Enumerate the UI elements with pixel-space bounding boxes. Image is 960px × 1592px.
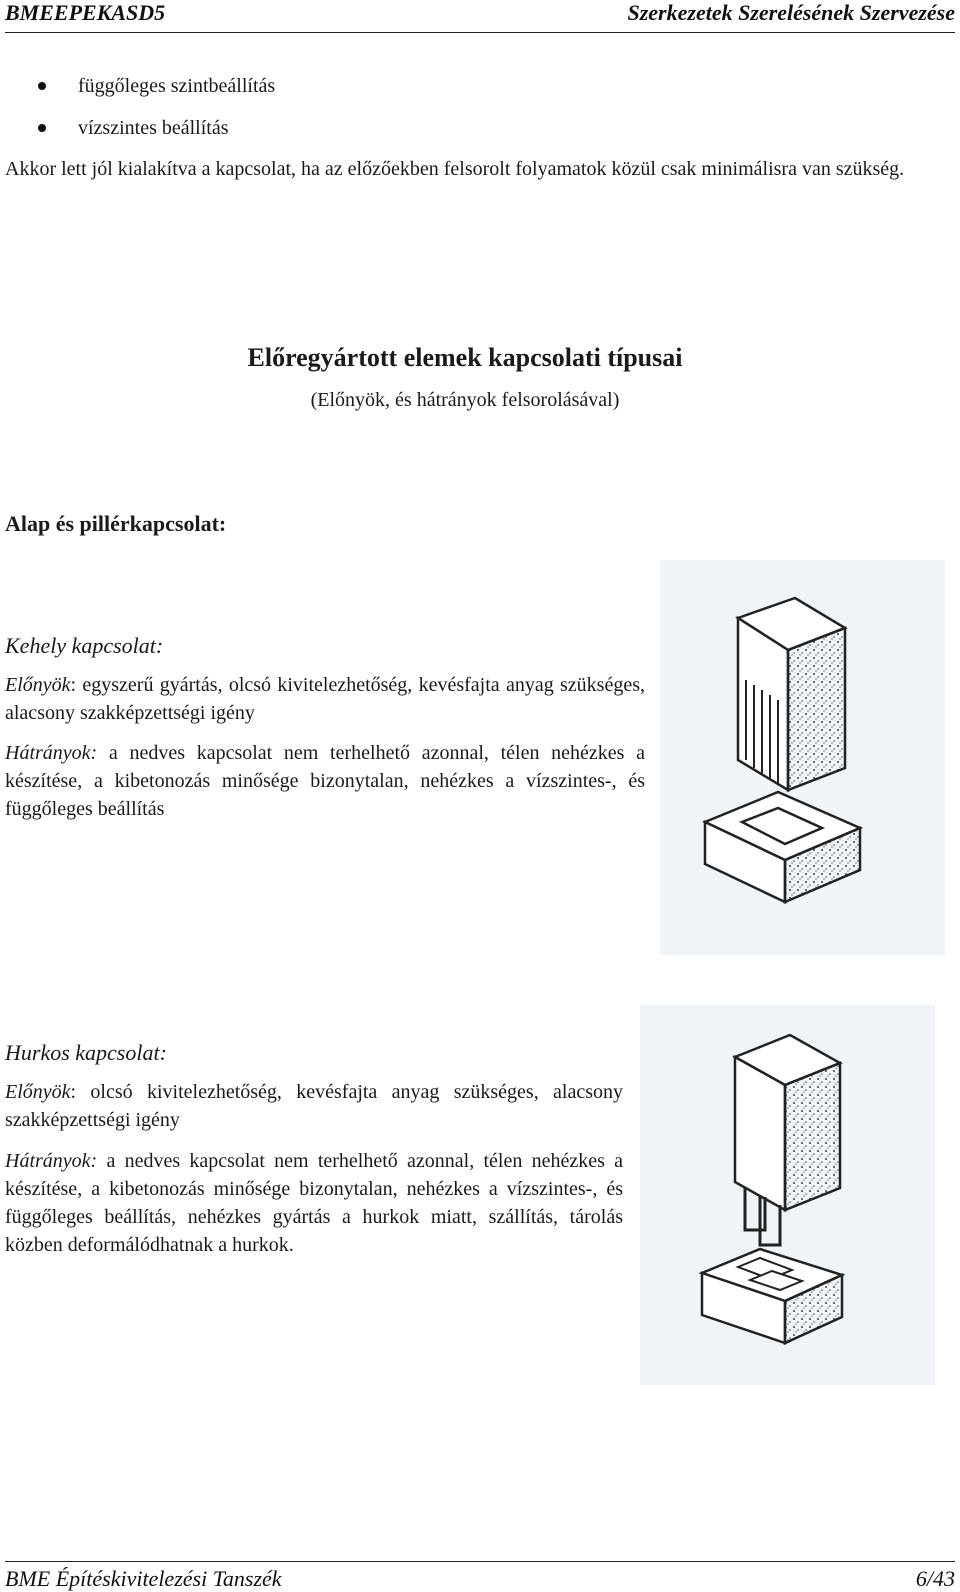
page-title: Előregyártott elemek kapcsolati típusai [247, 343, 683, 372]
course-code: BMEEPEKASD5 [5, 0, 166, 25]
bullet-list [0, 72, 930, 156]
page-number: 6/43 [915, 1566, 955, 1591]
bullet-icon [38, 124, 46, 132]
pros-label: Előnyök [5, 1081, 71, 1103]
hurkos-pros [5, 1078, 623, 1134]
document-title: Szerkezetek Szerelésének Szervezése [627, 0, 955, 25]
bullet-icon [38, 82, 46, 90]
kehely-pros [5, 671, 645, 727]
section-heading: Alap és pillérkapcsolat: [5, 511, 227, 536]
loop-connection-figure [640, 1005, 935, 1385]
cons-label: Hátrányok: [5, 742, 98, 764]
cons-text: a nedves kapcsolat nem terhelhető azonnal, télen nehézkes a készítése, a kibetonozás minősége bizonytalan, nehézkes a vízszintes-, és függőleges beállítás, nehézkes gyártás a hurkok miatt, szállítás, tárolás közben deformálódhatnak a hurkok. [5, 1150, 623, 1256]
hurkos-cons [5, 1147, 623, 1259]
kehely-cons [5, 739, 645, 823]
department-name: BME Építéskivitelezési Tanszék [5, 1566, 282, 1591]
socket-connection-figure [660, 560, 945, 955]
pros-text: : egyszerű gyártás, olcsó kivitelezhetőség, kevésfajta anyag szükséges, alacsony szakképzettségi igény [5, 674, 645, 724]
pros-label: Előnyök [5, 674, 71, 696]
list-item: függőleges szintbeállítás [0, 72, 930, 114]
cons-text: a nedves kapcsolat nem terhelhető azonnal, télen nehézkes a készítése, a kibetonozás minősége bizonytalan, nehézkes a vízszintes-, és függőleges beállítás [5, 742, 645, 820]
hurkos-heading: Hurkos kapcsolat: [5, 1040, 167, 1065]
cons-label: Hátrányok: [5, 1150, 98, 1172]
pros-text: : olcsó kivitelezhetőség, kevésfajta anyag szükséges, alacsony szakképzettségi igény [5, 1081, 623, 1131]
page-header [5, 0, 955, 33]
list-item: vízszintes beállítás [0, 114, 930, 156]
page-footer [5, 1561, 955, 1592]
intro-paragraph: Akkor lett jól kialakítva a kapcsolat, ha az előzőekben felsorolt folyamatok közül csak minimálisra van szükség. [5, 158, 905, 180]
kehely-heading: Kehely kapcsolat: [5, 633, 164, 658]
page-subtitle: (Előnyök, és hátrányok felsorolásával) [310, 389, 620, 411]
